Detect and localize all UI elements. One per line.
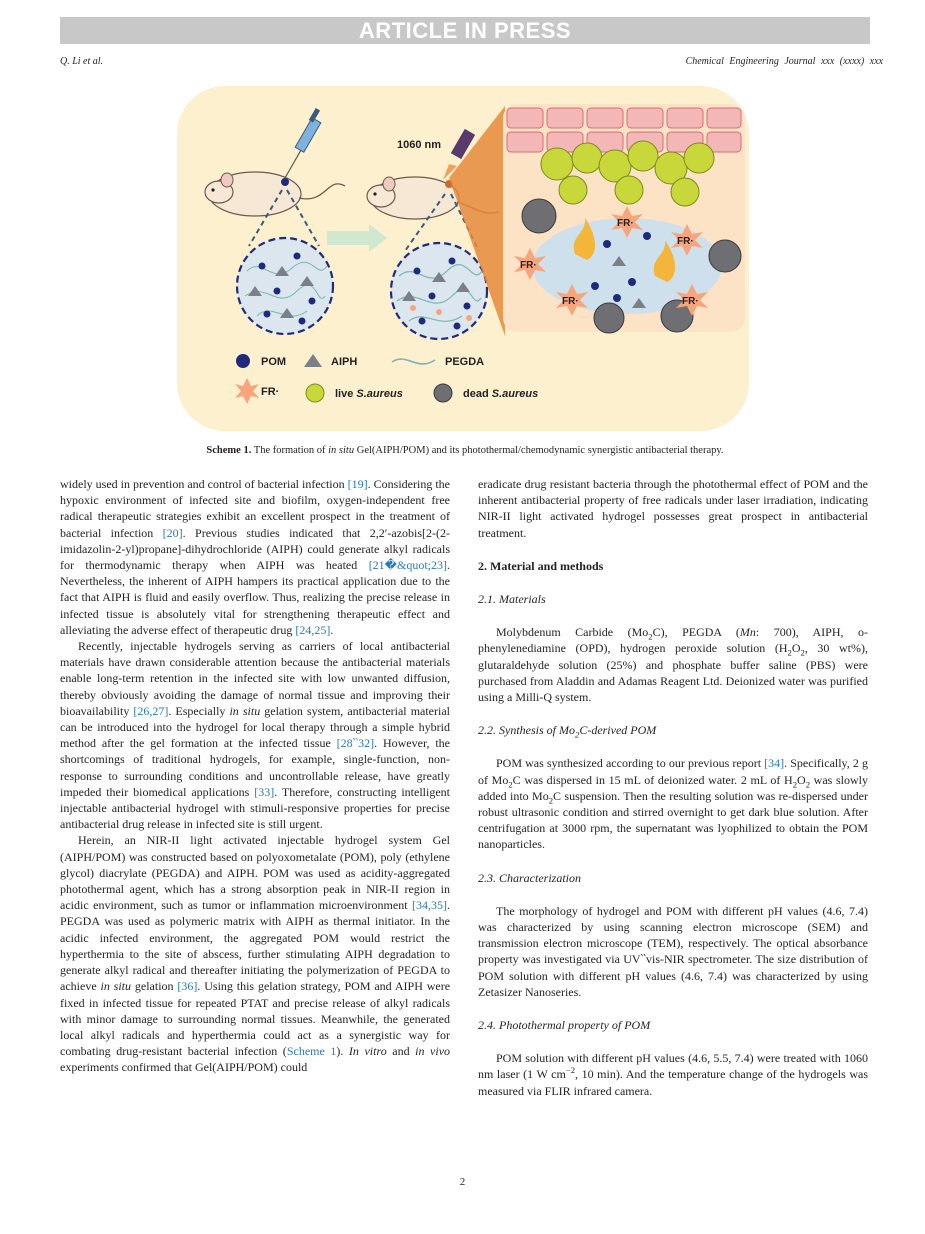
pom-legend-icon bbox=[236, 354, 250, 368]
subsection-heading-materials: 2.1. Materials bbox=[478, 592, 546, 607]
citation-link[interactable]: [20] bbox=[162, 525, 183, 540]
running-header-authors: Q. Li et al. bbox=[60, 56, 104, 67]
citation-link[interactable]: [34,35] bbox=[412, 898, 447, 913]
citation-link[interactable]: [21�&quot;23] bbox=[368, 558, 447, 573]
citation-link[interactable]: [33] bbox=[254, 784, 275, 799]
intro-paragraph-3: Herein, an NIR-II light activated injectable hydrogel system Gel (AIPH/POM) was constructed based on polyoxometalate (POM), poly (ethylene glycol) diacrylate (PEGDA) and AIPH. POM was used as acidity-aggregated photothermal agent, which has a strong absorption peak in NIR-II region in acidic environment, such as tumor or inflammation microenvironment [34,35]. PEGDA was used as polymeric matrix with AIPH as thermal initiator. In the acidic infected environment, the aggregated POM would restrict the hyperthermia to the site of abscess, further stimulating AIPH degradation to generate alkyl radical and thereafter initiating the polymerization of PEGDA to achieve in situ gelation [36]. Using this gelation strategy, POM and AIPH were fixed in infected tissue for repeated PTAT and precise release of alkyl radicals with minor damage to surrounding normal tissues. Meanwhile, the generated local alkyl radicals and hyperthermia could act as a synergistic way for combating drug-resistant bacterial infection (Scheme 1). In vitro and in vivo experiments confirmed that Gel(AIPH/POM) could bbox=[60, 833, 451, 1075]
photothermal-paragraph: POM solution with different pH values (4.6, 5.5, 7.4) were treated with 1060 nm laser (1 W $cm^{-2}$, 10 min). And the temperature change of the hydrogels was measured via FLIR infrared camera. bbox=[478, 1051, 868, 1098]
intro-paragraph-continued: eradicate drug resistant bacteria through the photothermal effect of POM and the inherent antibacterial property of free radicals under laser irradiation, indicating NIR-II light activated hydrogel possesses great prospect in antibacterial treatment. bbox=[478, 477, 868, 540]
materials-paragraph: Molybdenum Carbide $(Mo_2C)$, PEGDA (Mn: 700), AIPH, o-phenylenediamine (OPD), hydrogen peroxide solution ($H_2O_2$, 30 wt%), glutaraldehyde solution (25%) and phosphate buffer saline (PBS) were purchased from Aladdin and Adamas Reagent Ltd. Deionized water was purified using a Milli-Q system. bbox=[478, 625, 868, 705]
infection-site-inset bbox=[503, 104, 745, 333]
citation-link[interactable]: [34] bbox=[764, 756, 785, 771]
scheme-link[interactable]: Scheme 1 bbox=[286, 1044, 337, 1059]
article-in-press-banner: ARTICLE IN PRESS bbox=[60, 17, 870, 44]
legend-aiph: AIPH bbox=[331, 356, 358, 368]
citation-link[interactable]: [24,25] bbox=[295, 622, 331, 637]
citation-link[interactable]: [36] bbox=[177, 979, 198, 994]
intro-paragraph-1: widely used in prevention and control of bacterial infection [19]. Considering the hypoxic environment of infected site and biofilm, oxygen-independent free radical therapeutic strategies exhibit an excellent prospect in the treatment of bacterial infection [20]. Previous studies indicated that 2,2′-azobis[2-(2-imidazolin-2-yl)propane]-dihydrochloride (AIPH) could generate alkyl radicals for thermodynamic therapy when AIPH was heated [21�&quot;23]. Nevertheless, the inherent of AIPH hampers its practical application due to the fact that AIPH is fluid and easily overflow. Thus, realizing the precise release in infected tissue is absolutely vital for strengthening therapeutic effect and alleviating the adverse effect of therapeutic drug [24,25]. bbox=[60, 477, 451, 637]
hydrogel-after-circle bbox=[391, 243, 487, 339]
page-number: 2 bbox=[459, 1176, 466, 1188]
subsection-heading-synthesis: 2.2. Synthesis of $Mo_2C$-derived POM bbox=[478, 723, 657, 740]
running-header-journal: Chemical Engineering Journal xxx (xxxx) xxx bbox=[685, 56, 883, 67]
fr-label-2: FR· bbox=[677, 236, 694, 247]
subsection-heading-characterization: 2.3. Characterization bbox=[478, 870, 582, 885]
scheme-caption: Scheme 1. The formation of in situ Gel(AIPH/POM) and its photothermal/chemodynamic synergistic antibacterial therapy. bbox=[206, 445, 724, 456]
fr-label-5: FR· bbox=[682, 296, 699, 307]
legend-fr: FR· bbox=[261, 386, 280, 398]
laser-wavelength-label: 1060 nm bbox=[397, 139, 442, 151]
hydrogel-before-circle bbox=[237, 238, 333, 334]
section-heading-materials-methods: 2. Material and methods bbox=[478, 558, 604, 573]
dead-bacteria-legend-icon bbox=[434, 384, 452, 402]
legend-pom: POM bbox=[261, 356, 287, 368]
legend-dead-saureus: dead S.aureus bbox=[463, 388, 539, 400]
live-bacteria-legend-icon bbox=[306, 384, 324, 402]
subsection-heading-photothermal: 2.4. Photothermal property of POM bbox=[478, 1018, 651, 1033]
left-column bbox=[60, 476, 450, 1076]
characterization-paragraph: The morphology of hydrogel and POM with different pH values (4.6, 7.4) was characterized by using scanning electron microscope (SEM) and transmission electron microscope (TEM), respectively. The optical absorbance property was investigated via UV‵‵vis-NIR spectrometer. The size distribution of POM solution with different pH values (4.6, 7.4) was characterized by using Zetasizer Nanoseries. bbox=[478, 903, 868, 999]
intro-paragraph-2: Recently, injectable hydrogels serving as carriers of local antibacterial materials have drawn considerable attention because the antibacterial materials enable long-term retention in the infected site with low unwanted diffusion, thereby obviously avoiding the damage of normal tissue and improving their bioavailability [26,27]. Especially in situ gelation system, antibacterial material can be introduced into the hydrogel for local therapy through a simple hybrid method after the gel formation at the infected tissue [28‵‵32]. However, the shortcomings of traditional hydrogels, for example, single-function, non-response to surrounding conditions and uncontrollable release, have greatly impeded their biomedical applications [33]. Therefore, constructing intelligent injectable antibacterial hydrogel with stimuli-responsive properties for precise antibacterial drug release in infected site is still urgent. bbox=[60, 639, 451, 832]
scheme-1-figure bbox=[177, 86, 749, 431]
citation-link[interactable]: [28‵‵32] bbox=[336, 736, 375, 751]
fr-label-1: FR· bbox=[617, 218, 634, 229]
legend-live-saureus: live S.aureus bbox=[335, 388, 403, 400]
citation-link[interactable]: [26,27] bbox=[133, 703, 169, 718]
legend-pegda: PEGDA bbox=[445, 356, 485, 368]
synthesis-paragraph: POM was synthesized according to our previous report [34]. Specifically, 2 g of $Mo_2C$ was dispersed in 15 mL of deionized water. 2 mL of $H_2O_2$ was slowly added into $Mo_2C$ suspension. Then the resulting solution was re-dispersed under robust ultrasonic condition and stirred overnight to get dark blue solution. After centrifugation at 3000 rpm, the supernatant was lyophilized to obtain the POM nanoparticles. bbox=[478, 756, 868, 852]
right-column bbox=[478, 476, 868, 1099]
citation-link[interactable]: [19] bbox=[347, 477, 368, 491]
fr-label-4: FR· bbox=[562, 296, 579, 307]
fr-label-3: FR· bbox=[520, 260, 537, 271]
